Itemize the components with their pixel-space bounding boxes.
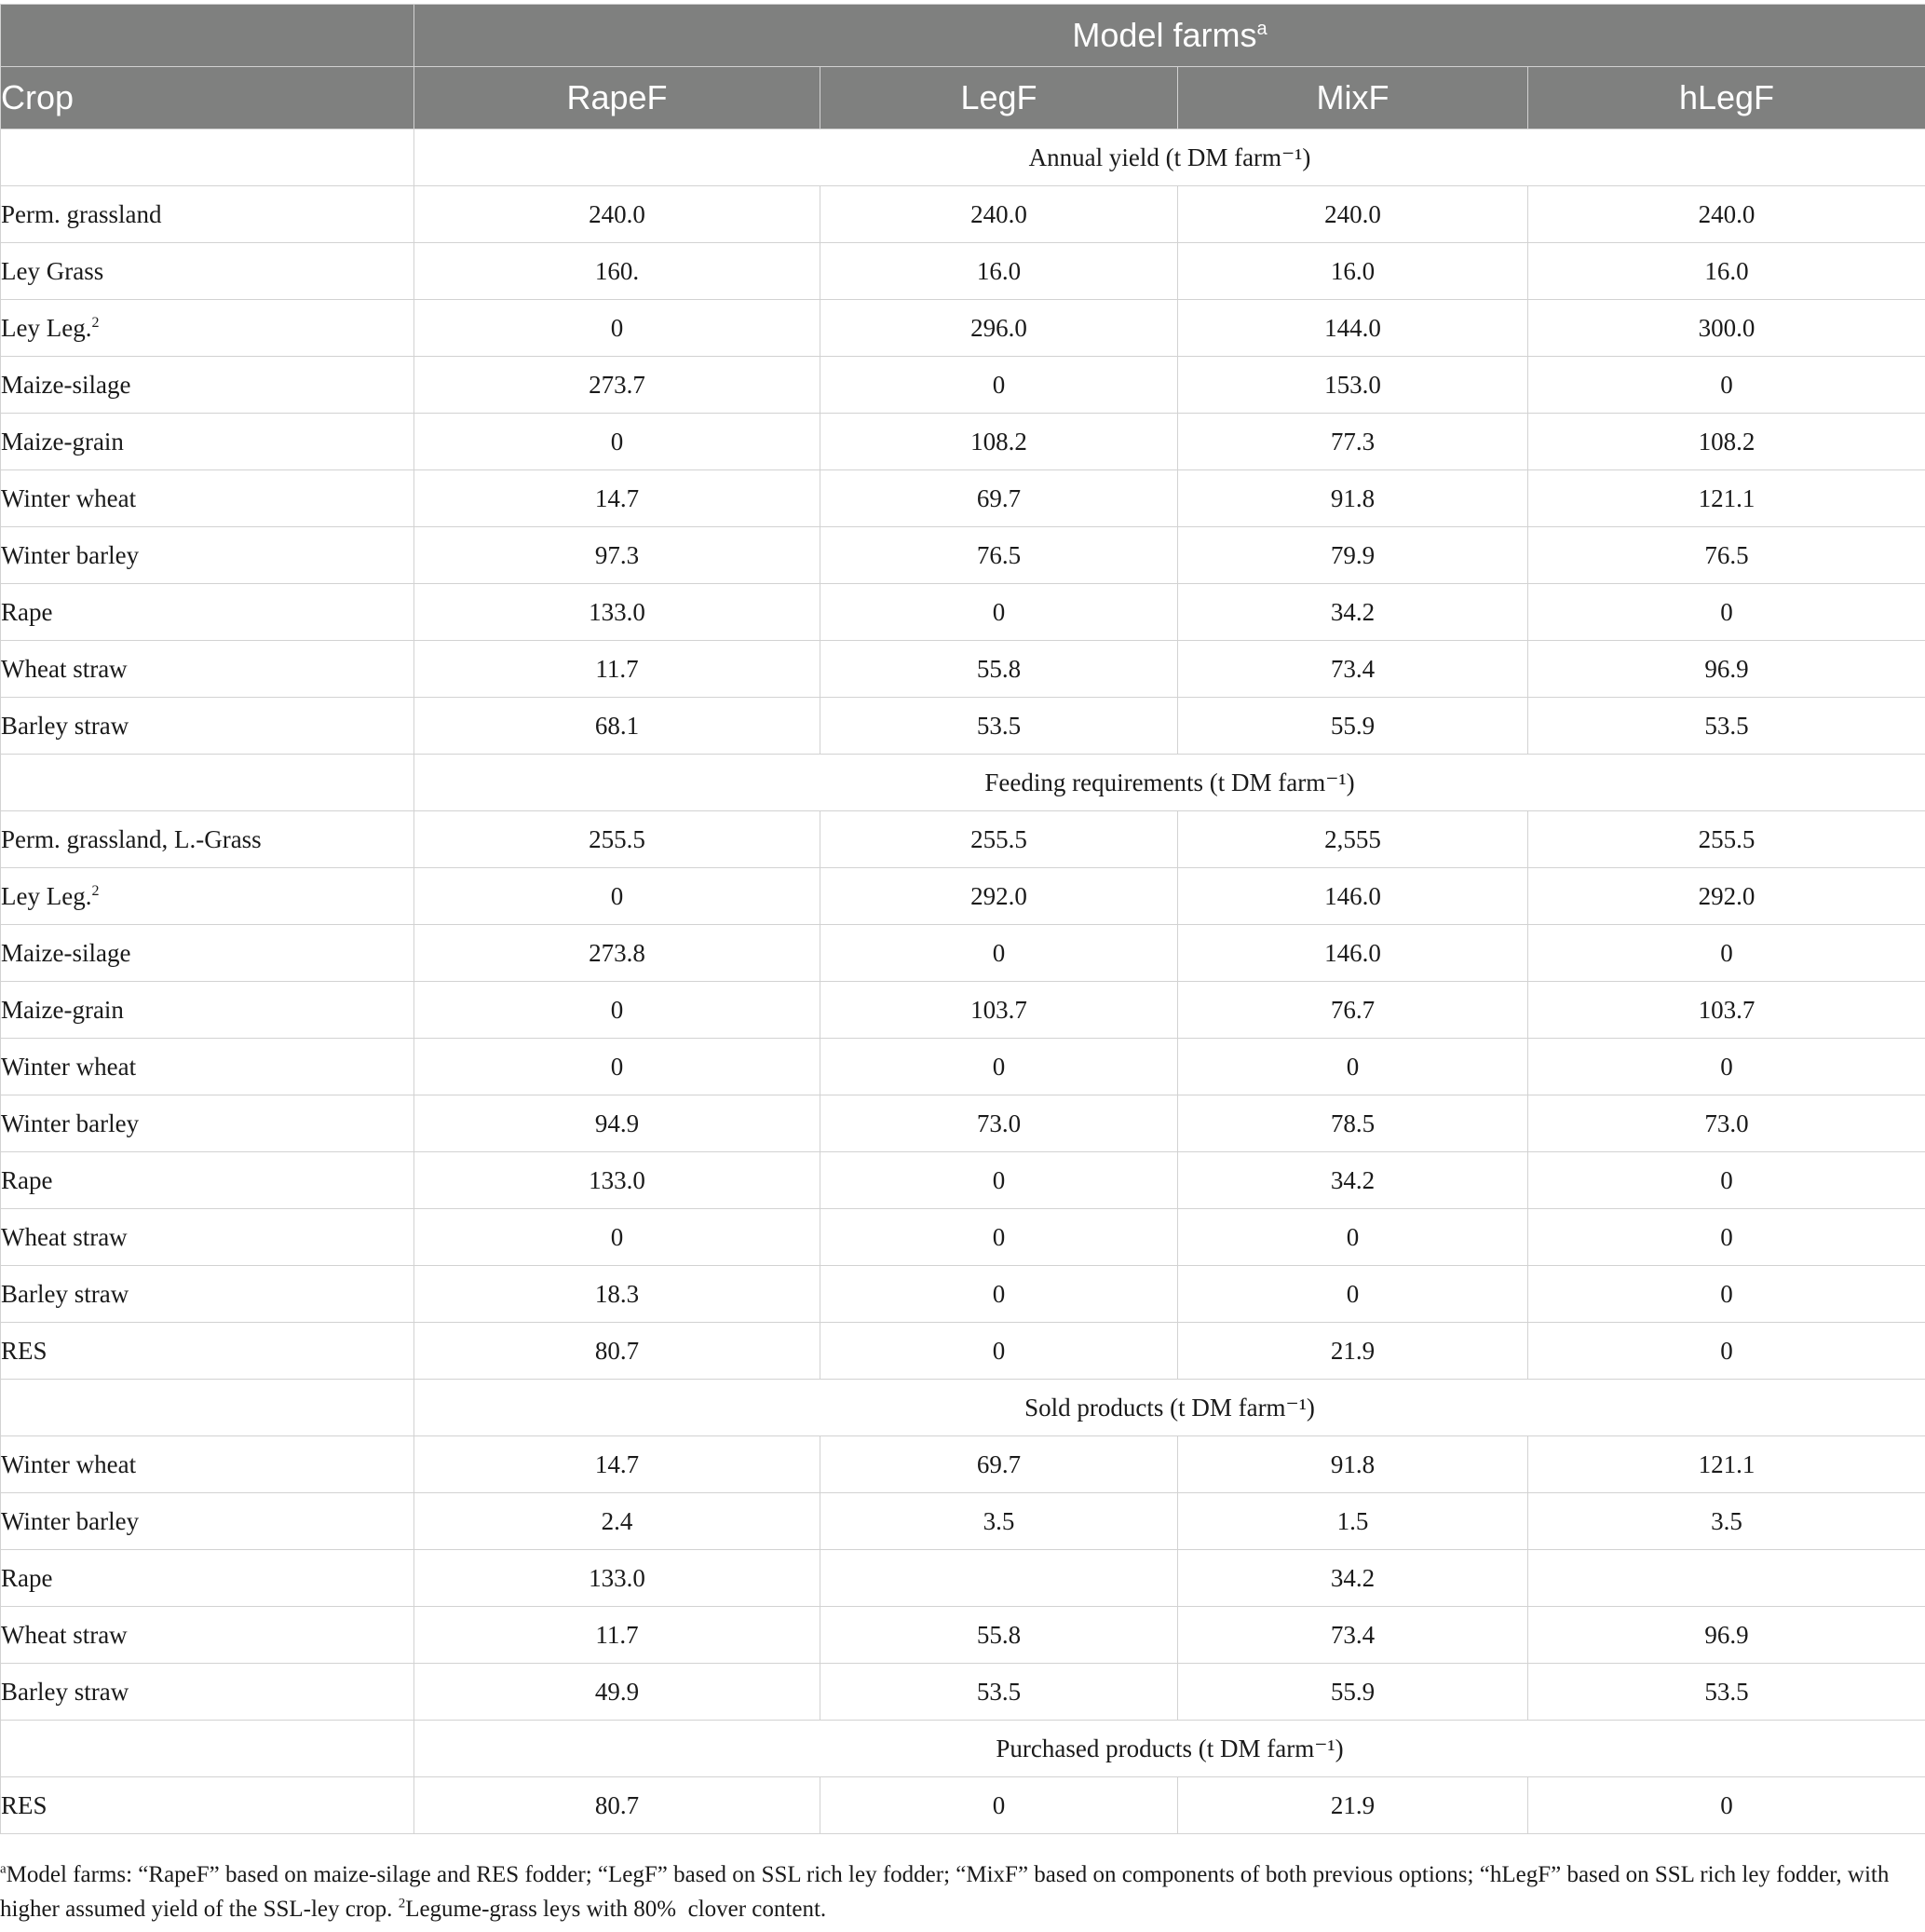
value-cell-mixf: 21.9 xyxy=(1178,1777,1528,1834)
value-cell-mixf: 146.0 xyxy=(1178,868,1528,925)
section-title: Annual yield (t DM farm⁻¹) xyxy=(414,129,1925,186)
crop-cell xyxy=(1,1493,414,1550)
value-cell-rapef: 97.3 xyxy=(414,527,820,584)
value-cell-mixf: 34.2 xyxy=(1178,584,1528,641)
crop-name: Ley Leg. xyxy=(1,881,92,910)
value-cell-rapef: 14.7 xyxy=(414,470,820,527)
value-cell-rapef: 0 xyxy=(414,1209,820,1266)
value-cell-rapef: 133.0 xyxy=(414,584,820,641)
column-header-hlegf: hLegF xyxy=(1528,67,1925,129)
value-cell-hlegf: 0 xyxy=(1528,925,1925,982)
value-cell-hlegf: 53.5 xyxy=(1528,698,1925,755)
value-cell-mixf: 1.5 xyxy=(1178,1493,1528,1550)
value-cell-rapef: 240.0 xyxy=(414,186,820,243)
value-cell-rapef: 0 xyxy=(414,982,820,1039)
value-cell-hlegf: 0 xyxy=(1528,1777,1925,1834)
value-cell-mixf: 16.0 xyxy=(1178,243,1528,300)
value-cell-hlegf: 0 xyxy=(1528,1039,1925,1095)
crop-cell xyxy=(1,868,414,925)
footnote-2-mark: 2 xyxy=(398,1896,406,1912)
crop-cell xyxy=(1,1436,414,1493)
crop-name: Perm. grassland xyxy=(1,199,162,228)
value-cell-legf xyxy=(820,1550,1178,1607)
crop-cell xyxy=(1,1266,414,1323)
value-cell-legf: 3.5 xyxy=(820,1493,1178,1550)
crop-name: Winter barley xyxy=(1,540,140,569)
value-cell-rapef: 273.7 xyxy=(414,357,820,414)
crop-name: Winter wheat xyxy=(1,1449,137,1478)
value-cell-hlegf: 0 xyxy=(1528,1323,1925,1380)
table-row xyxy=(1,1209,1925,1266)
value-cell-legf: 73.0 xyxy=(820,1095,1178,1152)
crop-cell xyxy=(1,1664,414,1721)
value-cell-legf: 55.8 xyxy=(820,1607,1178,1664)
value-cell-mixf: 146.0 xyxy=(1178,925,1528,982)
value-cell-legf: 0 xyxy=(820,584,1178,641)
value-cell-hlegf: 255.5 xyxy=(1528,811,1925,868)
section-row xyxy=(1,1721,1925,1777)
value-cell-legf: 69.7 xyxy=(820,470,1178,527)
value-cell-hlegf: 0 xyxy=(1528,584,1925,641)
value-cell-rapef: 133.0 xyxy=(414,1550,820,1607)
crop-footnote-mark: 2 xyxy=(91,882,100,899)
crop-name: Winter barley xyxy=(1,1506,140,1535)
section-row xyxy=(1,129,1925,186)
crop-name: Wheat straw xyxy=(1,654,128,683)
crop-name: Barley straw xyxy=(1,711,129,740)
table-row xyxy=(1,527,1925,584)
value-cell-legf: 0 xyxy=(820,1777,1178,1834)
value-cell-legf: 255.5 xyxy=(820,811,1178,868)
value-cell-mixf: 78.5 xyxy=(1178,1095,1528,1152)
value-cell-hlegf: 16.0 xyxy=(1528,243,1925,300)
value-cell-hlegf xyxy=(1528,1550,1925,1607)
value-cell-hlegf: 121.1 xyxy=(1528,1436,1925,1493)
table-row xyxy=(1,641,1925,698)
value-cell-mixf: 2,555 xyxy=(1178,811,1528,868)
section-empty-cell xyxy=(1,129,414,186)
value-cell-rapef: 273.8 xyxy=(414,925,820,982)
value-cell-legf: 0 xyxy=(820,1266,1178,1323)
value-cell-mixf: 240.0 xyxy=(1178,186,1528,243)
value-cell-hlegf: 0 xyxy=(1528,357,1925,414)
value-cell-legf: 69.7 xyxy=(820,1436,1178,1493)
table-row xyxy=(1,414,1925,470)
value-cell-mixf: 55.9 xyxy=(1178,698,1528,755)
value-cell-legf: 0 xyxy=(820,357,1178,414)
value-cell-legf: 53.5 xyxy=(820,1664,1178,1721)
crop-cell xyxy=(1,1607,414,1664)
value-cell-legf: 0 xyxy=(820,1039,1178,1095)
section-title: Purchased products (t DM farm⁻¹) xyxy=(414,1721,1925,1777)
table-row xyxy=(1,186,1925,243)
value-cell-mixf: 34.2 xyxy=(1178,1550,1528,1607)
value-cell-hlegf: 73.0 xyxy=(1528,1095,1925,1152)
value-cell-hlegf: 240.0 xyxy=(1528,186,1925,243)
footnote-a-mark: a xyxy=(0,1861,7,1877)
value-cell-legf: 16.0 xyxy=(820,243,1178,300)
crop-name: Maize-grain xyxy=(1,427,124,456)
value-cell-legf: 296.0 xyxy=(820,300,1178,357)
model-farms-heading xyxy=(414,5,1925,67)
crop-cell xyxy=(1,1777,414,1834)
value-cell-hlegf: 300.0 xyxy=(1528,300,1925,357)
value-cell-rapef: 2.4 xyxy=(414,1493,820,1550)
section-title: Feeding requirements (t DM farm⁻¹) xyxy=(414,755,1925,811)
table-footnote xyxy=(0,1857,1918,1926)
crop-name: Barley straw xyxy=(1,1677,129,1706)
table-row xyxy=(1,1664,1925,1721)
header-group-row xyxy=(1,5,1925,67)
value-cell-rapef: 80.7 xyxy=(414,1777,820,1834)
value-cell-hlegf: 53.5 xyxy=(1528,1664,1925,1721)
value-cell-rapef: 11.7 xyxy=(414,641,820,698)
crop-name: RES xyxy=(1,1790,47,1819)
value-cell-hlegf: 0 xyxy=(1528,1266,1925,1323)
value-cell-rapef: 0 xyxy=(414,414,820,470)
crop-name: Rape xyxy=(1,1563,53,1592)
table-row xyxy=(1,868,1925,925)
value-cell-rapef: 68.1 xyxy=(414,698,820,755)
table-row xyxy=(1,698,1925,755)
value-cell-rapef: 80.7 xyxy=(414,1323,820,1380)
table-row xyxy=(1,584,1925,641)
crop-name: Ley Grass xyxy=(1,256,104,285)
value-cell-legf: 0 xyxy=(820,1209,1178,1266)
value-cell-mixf: 144.0 xyxy=(1178,300,1528,357)
value-cell-hlegf: 96.9 xyxy=(1528,641,1925,698)
table-row xyxy=(1,1266,1925,1323)
value-cell-rapef: 160. xyxy=(414,243,820,300)
crop-cell xyxy=(1,1209,414,1266)
crop-name: Maize-grain xyxy=(1,995,124,1024)
crop-cell xyxy=(1,811,414,868)
value-cell-mixf: 76.7 xyxy=(1178,982,1528,1039)
crop-name: Wheat straw xyxy=(1,1620,128,1649)
crop-column-header: Crop xyxy=(1,67,414,129)
value-cell-legf: 292.0 xyxy=(820,868,1178,925)
crop-cell xyxy=(1,1095,414,1152)
value-cell-rapef: 255.5 xyxy=(414,811,820,868)
table-row xyxy=(1,1095,1925,1152)
value-cell-rapef: 11.7 xyxy=(414,1607,820,1664)
crop-name: Rape xyxy=(1,597,53,626)
value-cell-hlegf: 103.7 xyxy=(1528,982,1925,1039)
table-row xyxy=(1,1323,1925,1380)
value-cell-hlegf: 0 xyxy=(1528,1209,1925,1266)
section-row xyxy=(1,755,1925,811)
crop-cell xyxy=(1,243,414,300)
value-cell-legf: 0 xyxy=(820,1152,1178,1209)
crop-cell xyxy=(1,1039,414,1095)
value-cell-legf: 103.7 xyxy=(820,982,1178,1039)
value-cell-mixf: 77.3 xyxy=(1178,414,1528,470)
model-farms-table xyxy=(0,4,1925,1834)
value-cell-legf: 55.8 xyxy=(820,641,1178,698)
table-row xyxy=(1,357,1925,414)
table-row xyxy=(1,1550,1925,1607)
section-row xyxy=(1,1380,1925,1436)
value-cell-mixf: 0 xyxy=(1178,1266,1528,1323)
value-cell-mixf: 153.0 xyxy=(1178,357,1528,414)
value-cell-rapef: 18.3 xyxy=(414,1266,820,1323)
value-cell-mixf: 73.4 xyxy=(1178,1607,1528,1664)
value-cell-rapef: 49.9 xyxy=(414,1664,820,1721)
crop-cell xyxy=(1,1152,414,1209)
value-cell-mixf: 79.9 xyxy=(1178,527,1528,584)
section-title: Sold products (t DM farm⁻¹) xyxy=(414,1380,1925,1436)
value-cell-hlegf: 292.0 xyxy=(1528,868,1925,925)
crop-cell xyxy=(1,1323,414,1380)
crop-name: Winter barley xyxy=(1,1109,140,1137)
value-cell-rapef: 0 xyxy=(414,868,820,925)
column-header-rapef: RapeF xyxy=(414,67,820,129)
value-cell-hlegf: 3.5 xyxy=(1528,1493,1925,1550)
value-cell-legf: 53.5 xyxy=(820,698,1178,755)
table-row xyxy=(1,1039,1925,1095)
value-cell-rapef: 0 xyxy=(414,300,820,357)
model-farms-footnote-mark: a xyxy=(1256,19,1268,39)
crop-cell xyxy=(1,584,414,641)
crop-name: Winter wheat xyxy=(1,1052,137,1081)
column-header-mixf: MixF xyxy=(1178,67,1528,129)
value-cell-mixf: 73.4 xyxy=(1178,641,1528,698)
value-cell-mixf: 91.8 xyxy=(1178,470,1528,527)
value-cell-rapef: 133.0 xyxy=(414,1152,820,1209)
header-column-row xyxy=(1,67,1925,129)
value-cell-rapef: 94.9 xyxy=(414,1095,820,1152)
crop-name: Maize-silage xyxy=(1,938,131,967)
crop-name: RES xyxy=(1,1336,47,1365)
value-cell-mixf: 0 xyxy=(1178,1039,1528,1095)
table-row xyxy=(1,243,1925,300)
crop-name: Ley Leg. xyxy=(1,313,92,342)
crop-footnote-mark: 2 xyxy=(91,314,100,331)
value-cell-hlegf: 121.1 xyxy=(1528,470,1925,527)
value-cell-mixf: 34.2 xyxy=(1178,1152,1528,1209)
crop-name: Barley straw xyxy=(1,1279,129,1308)
table-row xyxy=(1,1493,1925,1550)
crop-name: Rape xyxy=(1,1165,53,1194)
value-cell-legf: 108.2 xyxy=(820,414,1178,470)
value-cell-legf: 76.5 xyxy=(820,527,1178,584)
crop-name: Maize-silage xyxy=(1,370,131,399)
crop-cell xyxy=(1,982,414,1039)
crop-cell xyxy=(1,186,414,243)
crop-name: Wheat straw xyxy=(1,1222,128,1251)
model-farms-label: Model farms xyxy=(1072,16,1257,54)
crop-cell xyxy=(1,1550,414,1607)
crop-cell xyxy=(1,698,414,755)
value-cell-mixf: 0 xyxy=(1178,1209,1528,1266)
value-cell-mixf: 21.9 xyxy=(1178,1323,1528,1380)
value-cell-hlegf: 0 xyxy=(1528,1152,1925,1209)
footnote-2-text: Legume-grass leys with 80% clover content. xyxy=(405,1897,827,1922)
section-empty-cell xyxy=(1,1380,414,1436)
crop-cell xyxy=(1,925,414,982)
table-row xyxy=(1,1152,1925,1209)
value-cell-rapef: 0 xyxy=(414,1039,820,1095)
value-cell-legf: 0 xyxy=(820,925,1178,982)
section-empty-cell xyxy=(1,755,414,811)
crop-cell xyxy=(1,527,414,584)
table-row xyxy=(1,470,1925,527)
table-row xyxy=(1,1436,1925,1493)
table-row xyxy=(1,982,1925,1039)
value-cell-hlegf: 108.2 xyxy=(1528,414,1925,470)
table-row xyxy=(1,811,1925,868)
table-row xyxy=(1,925,1925,982)
value-cell-hlegf: 96.9 xyxy=(1528,1607,1925,1664)
crop-cell xyxy=(1,470,414,527)
table-row xyxy=(1,1777,1925,1834)
crop-cell xyxy=(1,641,414,698)
crop-cell xyxy=(1,357,414,414)
crop-cell xyxy=(1,414,414,470)
footnote-a-text: Model farms: “RapeF” based on maize-silage and RES fodder; “LegF” based on SSL rich ley fodder; “MixF” based on components of both previous options; “hLegF” based on SSL rich ley fodder, with higher assumed yield of the SSL-ley crop. xyxy=(0,1862,1890,1922)
table-row xyxy=(1,1607,1925,1664)
value-cell-legf: 240.0 xyxy=(820,186,1178,243)
value-cell-mixf: 91.8 xyxy=(1178,1436,1528,1493)
crop-cell xyxy=(1,300,414,357)
column-header-legf: LegF xyxy=(820,67,1178,129)
value-cell-mixf: 55.9 xyxy=(1178,1664,1528,1721)
value-cell-legf: 0 xyxy=(820,1323,1178,1380)
table-row xyxy=(1,300,1925,357)
crop-name: Winter wheat xyxy=(1,483,137,512)
value-cell-rapef: 14.7 xyxy=(414,1436,820,1493)
section-empty-cell xyxy=(1,1721,414,1777)
header-empty-cell xyxy=(1,5,414,67)
crop-name: Perm. grassland, L.-Grass xyxy=(1,824,262,853)
value-cell-hlegf: 76.5 xyxy=(1528,527,1925,584)
